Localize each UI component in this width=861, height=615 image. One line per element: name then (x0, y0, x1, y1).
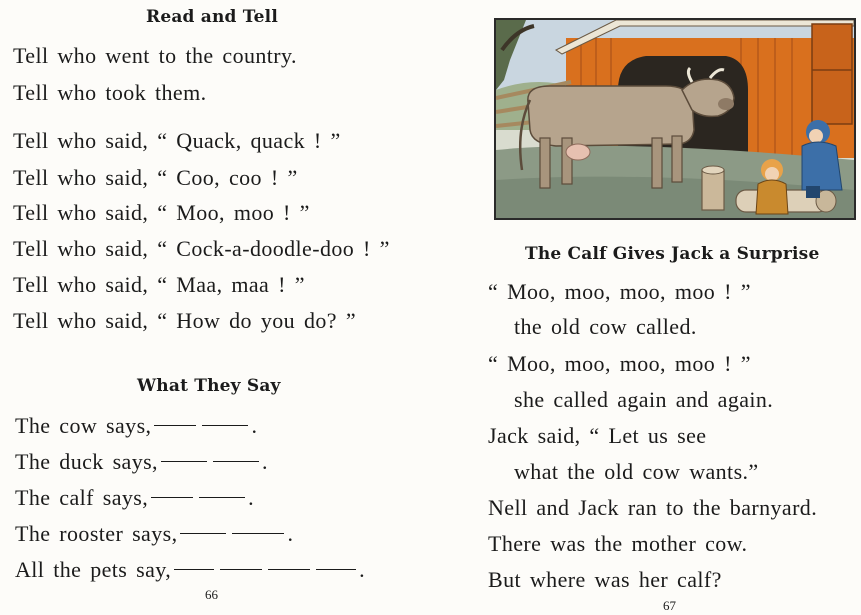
story-line: “ Moo, moo, moo, moo ! ” (488, 351, 751, 376)
story-line: But where was her calf? (488, 567, 722, 592)
say-line-cow: The cow says, . (15, 413, 258, 438)
answer-blank (154, 425, 196, 426)
say-line-text: The duck says, (15, 449, 158, 474)
answer-blank (151, 497, 193, 498)
read-tell-line: Tell who said, “ Coo, coo ! ” (13, 165, 298, 190)
answer-blank (268, 569, 310, 570)
answer-blank (316, 569, 356, 570)
say-line-pets: All the pets say, . (15, 557, 366, 582)
answer-blank (174, 569, 214, 570)
story-line: “ Moo, moo, moo, moo ! ” (488, 279, 751, 304)
story-line: she called again and again. (514, 387, 774, 412)
read-tell-line: Tell who took them. (13, 80, 207, 105)
barnyard-picture (496, 20, 854, 218)
say-line-duck: The duck says, . (15, 449, 268, 474)
heading-read-and-tell: Read and Tell (146, 7, 278, 27)
say-line-rooster: The rooster says, . (15, 521, 294, 546)
story-line: Jack said, “ Let us see (488, 423, 707, 448)
say-line-text: The calf says, (15, 485, 149, 510)
read-tell-line: Tell who went to the country. (13, 43, 297, 68)
read-tell-line: Tell who said, “ Cock-a-doodle-doo ! ” (13, 236, 390, 261)
answer-blank (232, 533, 284, 534)
answer-blank (161, 461, 207, 462)
answer-blank (202, 425, 248, 426)
say-line-calf: The calf says, . (15, 485, 255, 510)
answer-blank (213, 461, 259, 462)
read-tell-line: Tell who said, “ Quack, quack ! ” (13, 128, 341, 153)
answer-blank (220, 569, 262, 570)
right-page (430, 0, 861, 615)
answer-blank (180, 533, 226, 534)
say-line-text: All the pets say, (15, 557, 172, 582)
say-line-text: The cow says, (15, 413, 152, 438)
page-number: 66 (205, 587, 218, 602)
story-line: the old cow called. (514, 314, 697, 339)
story-title: The Calf Gives Jack a Surprise (525, 244, 820, 264)
heading-what-they-say: What They Say (137, 376, 281, 396)
read-tell-line: Tell who said, “ Maa, maa ! ” (13, 272, 305, 297)
answer-blank (199, 497, 245, 498)
read-tell-line: Tell who said, “ Moo, moo ! ” (13, 200, 310, 225)
left-page (0, 0, 430, 615)
story-line: Nell and Jack ran to the barnyard. (488, 495, 818, 520)
say-line-text: The rooster says, (15, 521, 178, 546)
cow-in-barnyard-illustration (494, 18, 856, 220)
story-line: There was the mother cow. (488, 531, 748, 556)
page-number: 67 (663, 598, 676, 613)
read-tell-line: Tell who said, “ How do you do? ” (13, 308, 356, 333)
story-line: what the old cow wants.” (514, 459, 759, 484)
